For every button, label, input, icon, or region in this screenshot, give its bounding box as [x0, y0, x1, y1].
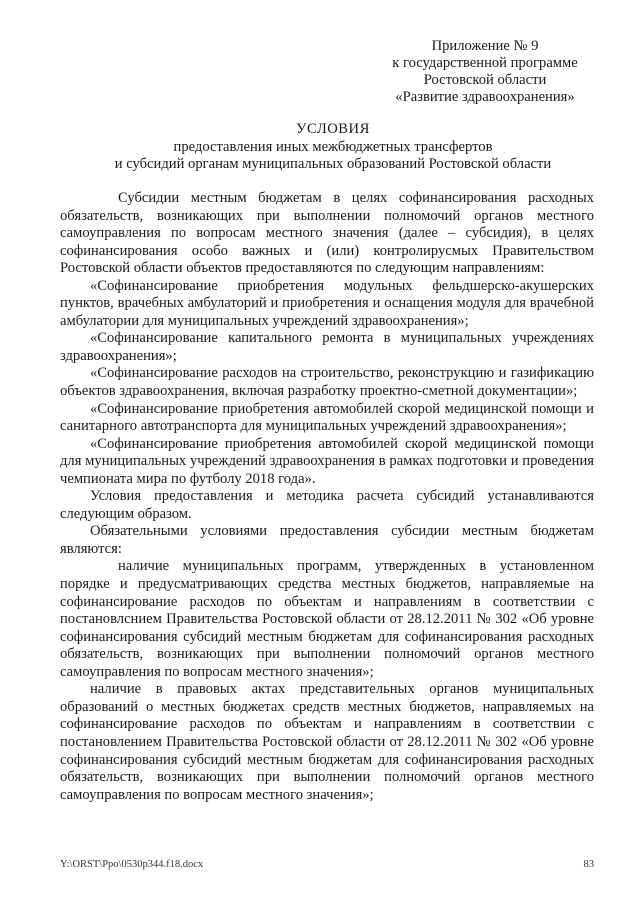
list-item-direction-5: «Софинансирование приобретения автомобилей скорой медицинской помощи для муниципальных учреждений здравоохранения в рамках подготовки и проведения чемпионата мира по футболу 2018 года». [60, 435, 594, 487]
page-number: 83 [583, 859, 594, 870]
paragraph-conditions: Условия предоставления и методика расчета субсидий устанавливаются следующим образом. [60, 488, 594, 522]
file-path: Y:\ORST\Ppo\0530p344.f18.docx [60, 859, 204, 870]
title-subtitle-2: и субсидий органам муниципальных образований Ростовской области [114, 156, 552, 172]
list-item-condition-2: наличие в правовых актах представительных органов муниципальных образований о местных бюджетах средств местных бюджетов, направляемых на софинансирование расходов по объектам и направлениям в соответствии с постановлением Правительства Ростовской области от 28.12.2011 № 302 «Об уровне софинансирования субсидий местным бюджетам для софинансирования расходных обязательств, возникающих при выполнении полномочий органов местного самоуправления по вопросам местного значения»; [60, 681, 594, 803]
list-item-condition-1: наличие муниципальных программ, утвержденных в установленном порядке и предусматривающих средства местных бюджетов, направляемые на софинансирование расходов по объектам и направлениям в соответствии с постановлснием Правительства Ростовской области от 28.12.2011 № 302 «Об уровне софинансирования субсидий местным бюджетам для софинансирования расходных обязательств, возникающих при выполнении полномочий органов местного самоуправления по вопросам местного значения»; [60, 558, 594, 680]
appendix-line-1: Приложение № 9 [431, 38, 539, 54]
paragraph-mandatory-conditions: Обязательными условиями предоставления субсидии местным бюджетам являются: [60, 523, 594, 557]
list-item-direction-4: «Софинансирование приобретения автомобилей скорой медицинской помощи и санитарного автотранспорта для муниципальных учреждений здравоохранения»; [60, 400, 594, 435]
appendix-line-3: Ростовской области [423, 72, 547, 88]
list-item-direction-2: «Софинансирование капитального ремонта в муниципальных учреждениях здравоохранения»; [60, 330, 594, 364]
document-title [60, 121, 606, 174]
document-body [60, 190, 594, 804]
list-item-direction-1: «Софинансирование приобретения модульных фельдшерско-акушерских пунктов, врачебных амбулаторий и приобретения и оснащения модуля для врачебной амбулатории для муниципальных учреждений здравоохранения»; [60, 277, 594, 329]
title-main: УСЛОВИЯ [296, 121, 370, 137]
paragraph-intro: Субсидии местным бюджетам в целях софинансирования расходных обязательств, возникающих при выполнении полномочий органов местного самоуправления по вопросам местного значения (далее – субсидия), в целях софинансирования особо важных и (или) контролирусмых Правительством Ростовской области объектов предоставляются по следующим направлениям: [60, 190, 594, 277]
appendix-line-2: к государственной программе [392, 55, 578, 71]
appendix-header [330, 38, 640, 106]
list-item-direction-3: «Софинансирование расходов на строительство, реконструкцию и газификацию объектов здравоохранения, включая разработку проектно-сметной документации»; [60, 365, 594, 400]
title-subtitle-1: предоставления иных межбюджетных трансфертов [173, 138, 493, 155]
appendix-line-4: «Развитие здравоохранения» [395, 89, 575, 105]
